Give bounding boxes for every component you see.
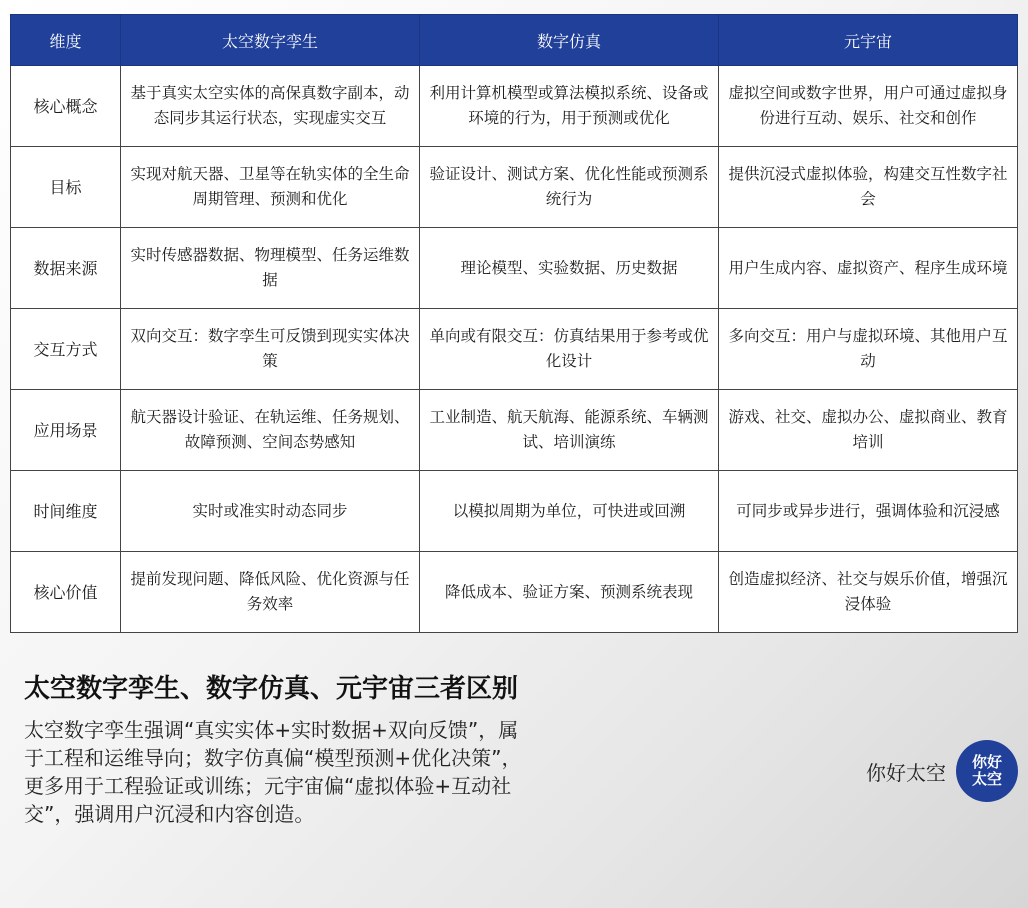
table-row (11, 147, 1018, 228)
brand-logo-text-bottom: 太空 (971, 770, 1002, 788)
table-cell: 虚拟空间或数字世界，用户可通过虚拟身份进行互动、娱乐、社交和创作 (719, 66, 1018, 147)
table-cell: 多向交互：用户与虚拟环境、其他用户互动 (719, 309, 1018, 390)
table-cell: 实时或准实时动态同步 (121, 471, 420, 552)
header-digital-simulation: 数字仿真 (420, 15, 719, 66)
table-row (11, 390, 1018, 471)
row-label: 目标 (11, 147, 121, 228)
brand-name: 你好太空 (866, 760, 946, 785)
header-metaverse: 元宇宙 (719, 15, 1018, 66)
table-cell: 利用计算机模型或算法模拟系统、设备或环境的行为，用于预测或优化 (420, 66, 719, 147)
table-cell: 提前发现问题、降低风险、优化资源与任务效率 (121, 552, 420, 633)
table-cell: 实现对航天器、卫星等在轨实体的全生命周期管理、预测和优化 (121, 147, 420, 228)
table-cell: 验证设计、测试方案、优化性能或预测系统行为 (420, 147, 719, 228)
row-label: 数据来源 (11, 228, 121, 309)
brand (866, 740, 1018, 802)
row-label: 核心价值 (11, 552, 121, 633)
table-cell: 用户生成内容、虚拟资产、程序生成环境 (719, 228, 1018, 309)
table-cell: 工业制造、航天航海、能源系统、车辆测试、培训演练 (420, 390, 719, 471)
row-label: 时间维度 (11, 471, 121, 552)
table-row (11, 228, 1018, 309)
table-cell: 以模拟周期为单位，可快进或回溯 (420, 471, 719, 552)
table-cell: 提供沉浸式虚拟体验，构建交互性数字社会 (719, 147, 1018, 228)
table-header-row (11, 15, 1018, 66)
table-cell: 双向交互：数字孪生可反馈到现实实体决策 (121, 309, 420, 390)
comparison-table (10, 14, 1018, 633)
table-cell: 创造虚拟经济、社交与娱乐价值，增强沉浸体验 (719, 552, 1018, 633)
summary-title: 太空数字孪生、数字仿真、元宇宙三者区别 (24, 674, 519, 704)
row-label: 核心概念 (11, 66, 121, 147)
table-cell: 降低成本、验证方案、预测系统表现 (420, 552, 719, 633)
brand-logo-text-top: 你好 (971, 753, 1002, 771)
table-cell: 基于真实太空实体的高保真数字副本，动态同步其运行状态，实现虚实交互 (121, 66, 420, 147)
table-cell: 理论模型、实验数据、历史数据 (420, 228, 719, 309)
brand-logo-icon (956, 740, 1018, 802)
summary-text: 太空数字孪生强调“真实实体+实时数据+双向反馈”，属于工程和运维导向；数字仿真偏“模型预测+优化决策”，更多用于工程验证或训练；元宇宙偏“虚拟体验+互动社交”，强调用户沉浸和内容创造。 (24, 718, 522, 826)
table-row (11, 552, 1018, 633)
table-cell: 可同步或异步进行，强调体验和沉浸感 (719, 471, 1018, 552)
table-cell: 游戏、社交、虚拟办公、虚拟商业、教育培训 (719, 390, 1018, 471)
row-label: 交互方式 (11, 309, 121, 390)
row-label: 应用场景 (11, 390, 121, 471)
table-cell: 航天器设计验证、在轨运维、任务规划、故障预测、空间态势感知 (121, 390, 420, 471)
header-dimension: 维度 (11, 15, 121, 66)
table-cell: 单向或有限交互：仿真结果用于参考或优化设计 (420, 309, 719, 390)
table-row (11, 66, 1018, 147)
header-space-digital-twin: 太空数字孪生 (121, 15, 420, 66)
table-row (11, 471, 1018, 552)
table-cell: 实时传感器数据、物理模型、任务运维数据 (121, 228, 420, 309)
table-row (11, 309, 1018, 390)
